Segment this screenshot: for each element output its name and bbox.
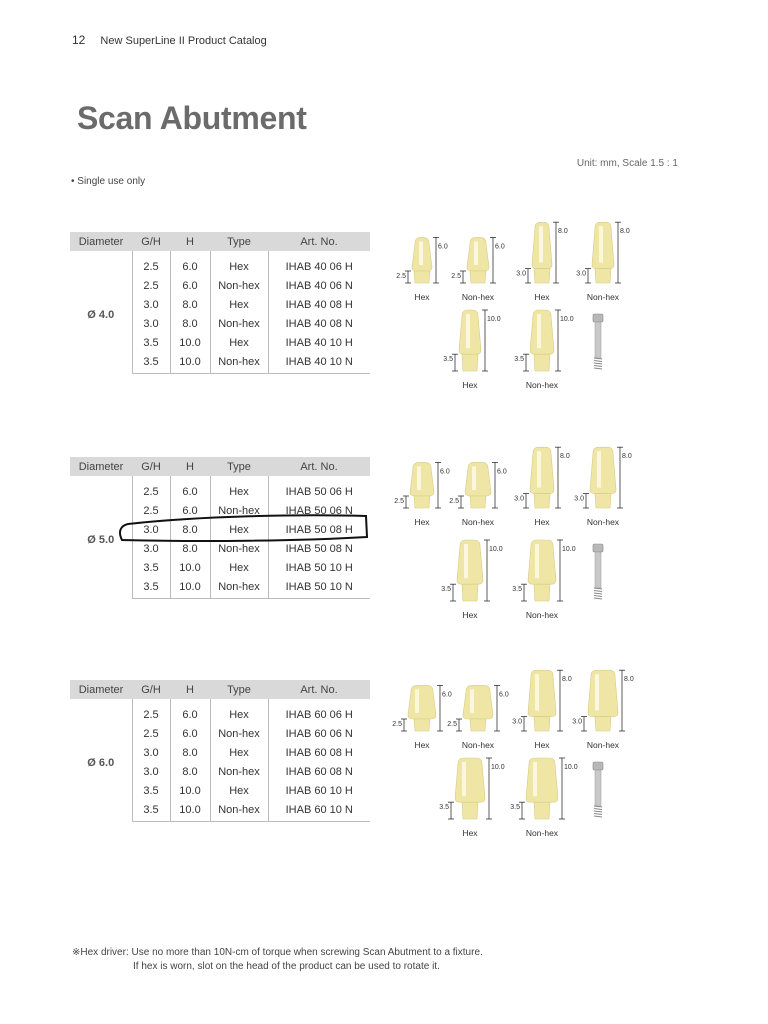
h-cell: 8.0 [170, 762, 210, 781]
unit-note: Unit: mm, Scale 1.5 : 1 [576, 158, 678, 169]
height-dimension: 6.0 [495, 243, 505, 251]
type-cell: Non-hex [210, 501, 268, 520]
h-cell: 6.0 [170, 724, 210, 743]
gh-dimension: 3.5 [443, 356, 453, 364]
type-cell: Hex [210, 520, 268, 539]
abutment-label: Hex [414, 740, 430, 750]
h-cell: 10.0 [170, 558, 210, 577]
col-header-art-no: Art. No. [268, 232, 370, 251]
height-dimension: 10.0 [560, 316, 574, 323]
abutment-label: Non-hex [525, 828, 559, 838]
single-use-note: • Single use only [71, 176, 146, 187]
height-dimension: 8.0 [620, 228, 630, 236]
type-cell: Non-hex [210, 276, 268, 295]
art-no-cell: IHAB 40 10 H [285, 336, 353, 349]
col-header-gh: G/H [132, 232, 170, 251]
h-cell: 10.0 [170, 577, 210, 599]
gh-dimension: 3.0 [572, 718, 582, 726]
col-header-h: H [170, 457, 210, 476]
abutment-label: Non-hex [525, 380, 559, 390]
h-cell: 8.0 [170, 295, 210, 314]
col-header-gh: G/H [132, 680, 170, 699]
height-dimension: 8.0 [558, 228, 568, 236]
gh-cell: 2.5 [132, 699, 170, 724]
gh-cell: 3.0 [132, 314, 170, 333]
gh-dimension: 3.5 [512, 586, 522, 594]
abutment-label: Hex [534, 517, 550, 527]
gh-dimension: 3.5 [441, 586, 451, 594]
h-cell: 6.0 [170, 501, 210, 520]
abutment-label: Hex [534, 292, 550, 302]
abutment-label: Hex [414, 292, 430, 302]
gh-cell: 3.0 [132, 743, 170, 762]
abutment-label: Non-hex [586, 517, 620, 527]
height-dimension: 10.0 [562, 546, 576, 553]
gh-dimension: 3.0 [512, 718, 522, 726]
col-header-diameter: Diameter [70, 232, 132, 251]
art-no-cell: IHAB 50 10 N [268, 577, 370, 599]
gh-cell: 2.5 [132, 724, 170, 743]
col-header-h: H [170, 232, 210, 251]
art-no-cell: IHAB 50 10 H [285, 561, 353, 574]
art-no-cell: IHAB 50 06 N [285, 504, 353, 517]
art-no-cell: IHAB 40 10 N [268, 352, 370, 374]
col-header-type: Type [210, 457, 268, 476]
gh-cell: 3.0 [132, 520, 170, 539]
type-cell: Non-hex [210, 352, 268, 374]
h-cell: 6.0 [170, 699, 210, 724]
type-cell: Hex [210, 781, 268, 800]
gh-cell: 2.5 [132, 476, 170, 501]
height-dimension: 10.0 [487, 316, 501, 323]
height-dimension: 8.0 [622, 453, 632, 461]
gh-cell: 3.5 [132, 781, 170, 800]
art-no-cell: IHAB 40 06 N [285, 279, 353, 292]
gh-cell: 3.0 [132, 295, 170, 314]
height-dimension: 10.0 [491, 764, 505, 771]
gh-cell: 3.5 [132, 558, 170, 577]
h-cell: 10.0 [170, 352, 210, 374]
type-cell: Hex [210, 333, 268, 352]
footnote-line-1: ※Hex driver: Use no more than 10N-cm of torque when screwing Scan Abutment to a fixture. [72, 947, 483, 958]
gh-dimension: 2.5 [394, 498, 404, 505]
art-no-cell: IHAB 60 10 N [268, 800, 370, 822]
art-no-cell: IHAB 60 06 N [285, 727, 353, 740]
gh-dimension: 3.5 [510, 804, 520, 812]
gh-dimension: 2.5 [451, 273, 461, 280]
type-cell: Non-hex [210, 800, 268, 822]
art-no-cell: IHAB 60 10 H [285, 784, 353, 797]
col-header-art-no: Art. No. [268, 680, 370, 699]
gh-dimension: 2.5 [447, 721, 457, 728]
type-cell: Hex [210, 295, 268, 314]
diameter-cell: Ø 4.0 [70, 251, 132, 374]
h-cell: 8.0 [170, 314, 210, 333]
height-dimension: 6.0 [440, 468, 450, 476]
art-no-cell: IHAB 60 06 H [285, 708, 353, 721]
abutment-label: Hex [534, 740, 550, 750]
h-cell: 8.0 [170, 520, 210, 539]
art-no-cell: IHAB 60 08 H [285, 746, 353, 759]
gh-dimension: 3.0 [514, 495, 524, 503]
height-dimension: 10.0 [564, 764, 578, 771]
type-cell: Hex [210, 699, 268, 724]
abutment-label: Hex [462, 828, 478, 838]
height-dimension: 6.0 [438, 243, 448, 251]
type-cell: Hex [210, 251, 268, 276]
abutment-label: Non-hex [525, 610, 559, 620]
height-dimension: 8.0 [624, 676, 634, 684]
gh-cell: 3.0 [132, 539, 170, 558]
gh-cell: 3.5 [132, 333, 170, 352]
highlight-stroke [120, 515, 367, 541]
h-cell: 10.0 [170, 781, 210, 800]
page-number: 12 [72, 33, 86, 47]
h-cell: 8.0 [170, 743, 210, 762]
h-cell: 10.0 [170, 333, 210, 352]
h-cell: 6.0 [170, 476, 210, 501]
catalog-title: New SuperLine II Product Catalog [100, 35, 267, 47]
h-cell: 8.0 [170, 539, 210, 558]
h-cell: 10.0 [170, 800, 210, 822]
gh-dimension: 3.0 [576, 270, 586, 278]
abutment-label: Non-hex [586, 292, 620, 302]
abutment-label: Hex [414, 517, 430, 527]
abutment-label: Non-hex [461, 292, 495, 302]
footnote-line-2: If hex is worn, slot on the head of the product can be used to rotate it. [133, 961, 440, 972]
abutment-label: Hex [462, 380, 478, 390]
type-cell: Non-hex [210, 762, 268, 781]
gh-cell: 2.5 [132, 501, 170, 520]
footnote [72, 946, 483, 974]
type-cell: Non-hex [210, 314, 268, 333]
gh-dimension: 2.5 [396, 273, 406, 280]
height-dimension: 8.0 [560, 453, 570, 461]
type-cell: Hex [210, 743, 268, 762]
type-cell: Non-hex [210, 724, 268, 743]
art-no-cell: IHAB 60 08 N [285, 765, 353, 778]
art-no-cell: IHAB 50 08 H [285, 523, 353, 536]
type-cell: Hex [210, 558, 268, 577]
gh-dimension: 3.5 [514, 356, 524, 364]
gh-cell: 3.5 [132, 577, 170, 599]
gh-cell: 3.5 [132, 800, 170, 822]
gh-dimension: 2.5 [449, 498, 459, 505]
gh-dimension: 3.0 [516, 270, 526, 278]
gh-cell: 3.5 [132, 352, 170, 374]
art-no-cell: IHAB 50 06 H [285, 485, 353, 498]
type-cell: Non-hex [210, 539, 268, 558]
page-title: Scan Abutment [77, 100, 307, 136]
col-header-h: H [170, 680, 210, 699]
height-dimension: 6.0 [499, 691, 509, 699]
height-dimension: 10.0 [489, 546, 503, 553]
art-no-cell: IHAB 50 08 N [285, 542, 353, 555]
gh-cell: 3.0 [132, 762, 170, 781]
abutment-label: Non-hex [461, 740, 495, 750]
height-dimension: 8.0 [562, 676, 572, 684]
art-no-cell: IHAB 40 06 H [285, 260, 353, 273]
gh-dimension: 3.5 [439, 804, 449, 812]
diameter-cell: Ø 6.0 [70, 699, 132, 822]
art-no-cell: IHAB 40 08 N [285, 317, 353, 330]
gh-dimension: 3.0 [574, 495, 584, 503]
type-cell: Hex [210, 476, 268, 501]
height-dimension: 6.0 [442, 691, 452, 699]
col-header-type: Type [210, 232, 268, 251]
h-cell: 6.0 [170, 276, 210, 295]
type-cell: Non-hex [210, 577, 268, 599]
col-header-art-no: Art. No. [268, 457, 370, 476]
gh-cell: 2.5 [132, 251, 170, 276]
gh-dimension: 2.5 [392, 721, 402, 728]
col-header-diameter: Diameter [70, 680, 132, 699]
abutment-label: Non-hex [586, 740, 620, 750]
height-dimension: 6.0 [497, 468, 507, 476]
h-cell: 6.0 [170, 251, 210, 276]
diameter-cell: Ø 5.0 [70, 476, 132, 599]
gh-cell: 2.5 [132, 276, 170, 295]
abutment-label: Non-hex [461, 517, 495, 527]
col-header-gh: G/H [132, 457, 170, 476]
col-header-diameter: Diameter [70, 457, 132, 476]
art-no-cell: IHAB 40 08 H [285, 298, 353, 311]
abutment-label: Hex [462, 610, 478, 620]
col-header-type: Type [210, 680, 268, 699]
